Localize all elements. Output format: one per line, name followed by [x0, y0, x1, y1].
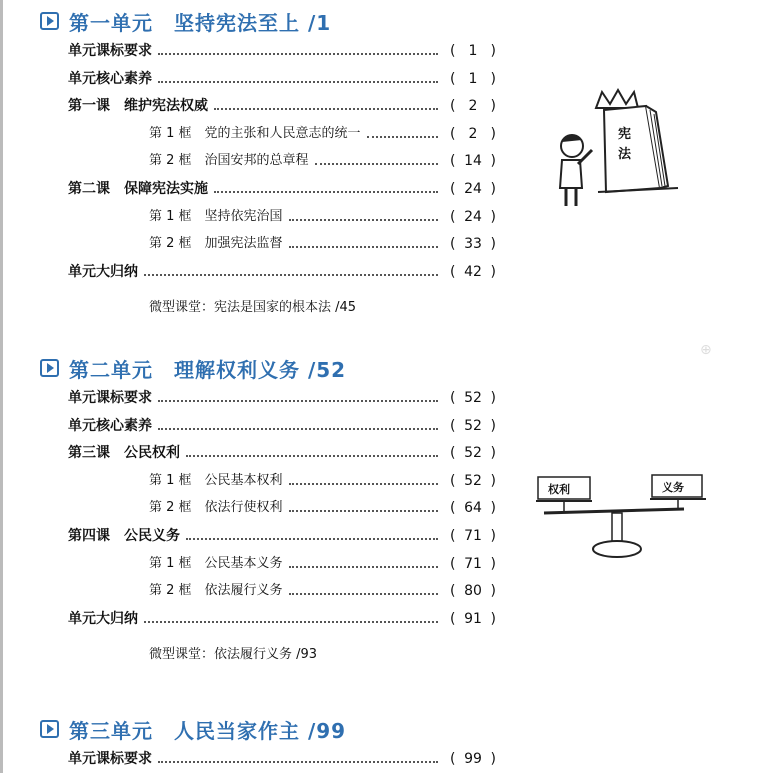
dot-leader: [186, 538, 438, 540]
toc-entry-label: 第三课 公民权利: [68, 445, 180, 462]
page-number: ( 71 ): [450, 555, 496, 572]
page-number-value: 91: [464, 610, 482, 627]
unit-header[interactable]: [40, 716, 346, 742]
page-number-value: 42: [464, 263, 482, 280]
dot-leader: [289, 246, 438, 248]
page-number: ( 1 ): [450, 43, 496, 59]
toc-entry-label: 第 1 框 公民基本义务: [149, 555, 283, 571]
scale-left-label: 权利: [548, 483, 570, 496]
dot-leader: [315, 163, 438, 165]
micro-class-note[interactable]: 微型课堂：宪法是国家的根本法 /45: [149, 300, 357, 316]
toc-entry-label: 第 2 框 依法行使权利: [149, 500, 283, 516]
crown-icon: [596, 90, 638, 108]
page-number-value: 52: [464, 417, 482, 434]
page-number: ( 80 ): [450, 583, 496, 600]
page-number: ( 52 ): [450, 472, 496, 489]
toc-entry[interactable]: [0, 262, 520, 282]
toc-entry-label: 第 1 框 党的主张和人民意志的统一: [149, 125, 361, 141]
page-number: ( 2 ): [450, 125, 496, 142]
page-number: ( 52 ): [450, 417, 496, 434]
toc-entry-label: 单元课标要求: [68, 43, 152, 59]
dot-leader: [158, 400, 438, 402]
toc-entry[interactable]: [0, 443, 520, 463]
unit-title: 第三单元 人民当家作主 /99: [69, 718, 347, 743]
page-number: ( 14 ): [450, 153, 496, 170]
toc-entry[interactable]: [0, 749, 520, 769]
toc-entry[interactable]: [0, 69, 520, 89]
page-number-value: 1: [468, 43, 478, 59]
micro-class-note[interactable]: 微型课堂：依法履行义务 /93: [149, 647, 318, 663]
dot-leader: [367, 136, 438, 138]
constitution-book-illustration: [548, 88, 688, 213]
dot-leader: [289, 483, 438, 485]
toc-entry-label: 第 2 框 加强宪法监督: [149, 236, 283, 252]
dot-leader: [186, 455, 438, 457]
page-number-value: 71: [464, 528, 482, 544]
toc-entry-label: 单元课标要求: [68, 751, 152, 767]
play-arrow-icon: [40, 720, 59, 738]
page-number: ( 64 ): [450, 500, 496, 517]
toc-entry[interactable]: [0, 124, 520, 144]
unit-header[interactable]: [40, 355, 346, 381]
toc-entry[interactable]: [0, 609, 520, 629]
page-number-value: 80: [464, 583, 482, 600]
balance-scale-illustration: [534, 465, 719, 565]
dot-leader: [289, 593, 438, 595]
page-number: ( 24 ): [450, 208, 496, 225]
toc-entry[interactable]: [0, 41, 520, 61]
page-number: ( 33 ): [450, 236, 496, 253]
toc-entry[interactable]: [0, 526, 520, 546]
toc-entry[interactable]: [0, 581, 520, 601]
play-arrow-icon: [40, 359, 59, 377]
toc-entry-label: 单元核心素养: [68, 417, 152, 434]
dot-leader: [144, 621, 438, 623]
toc-entry[interactable]: [0, 554, 520, 574]
unit-header[interactable]: [40, 8, 331, 34]
toc-entry-label: 第 2 框 依法履行义务: [149, 583, 283, 599]
toc-entry-label: 单元大归纳: [68, 263, 138, 280]
scale-right-label: 义务: [662, 481, 684, 494]
book-title-char-1: 宪: [618, 127, 632, 142]
toc-entry-label: 单元课标要求: [68, 390, 152, 406]
page-number: ( 99 ): [450, 751, 496, 767]
toc-entry-label: 第一课 维护宪法权威: [68, 98, 208, 115]
page-number-value: 33: [464, 236, 482, 253]
toc-entry-label: 单元大归纳: [68, 610, 138, 627]
page-number-value: 52: [464, 472, 482, 489]
toc-entry[interactable]: [0, 179, 520, 199]
dot-leader: [144, 274, 438, 276]
play-arrow-icon: [40, 12, 59, 30]
toc-entry-label: 第四课 公民义务: [68, 528, 180, 544]
dot-leader: [214, 191, 438, 193]
page-number-value: 52: [464, 445, 482, 462]
dot-leader: [158, 428, 438, 430]
dot-leader: [158, 761, 438, 763]
dot-leader: [158, 81, 438, 83]
page-number-value: 71: [464, 555, 482, 572]
unit-title: 第一单元 坚持宪法至上 /1: [69, 10, 332, 35]
dot-leader: [158, 53, 438, 55]
toc-entry[interactable]: [0, 416, 520, 436]
page-number-value: 2: [468, 125, 478, 142]
page-number-value: 1: [468, 70, 478, 87]
toc-entry[interactable]: [0, 151, 520, 171]
toc-entry-label: 第 2 框 治国安邦的总章程: [149, 153, 309, 169]
page-number: ( 24 ): [450, 181, 496, 197]
page-number-value: 14: [464, 153, 482, 170]
page-number-value: 64: [464, 500, 482, 517]
dot-leader: [289, 219, 438, 221]
toc-entry[interactable]: [0, 498, 520, 518]
page-number-value: 24: [464, 181, 482, 197]
unit-title: 第二单元 理解权利义务 /52: [69, 357, 347, 382]
toc-entry[interactable]: [0, 471, 520, 491]
page-number-value: 52: [464, 390, 482, 406]
toc-entry[interactable]: [0, 96, 520, 116]
page-number: ( 42 ): [450, 263, 496, 280]
toc-entry-label: 第 1 框 坚持依宪治国: [149, 208, 283, 224]
book-title-char-2: 法: [618, 147, 632, 162]
dot-leader: [214, 108, 438, 110]
page-number: ( 1 ): [450, 70, 496, 87]
toc-entry-label: 单元核心素养: [68, 70, 152, 87]
page-number-value: 2: [468, 98, 478, 115]
toc-entry[interactable]: [0, 207, 520, 227]
page-number: ( 71 ): [450, 528, 496, 544]
toc-entry-label: 第二课 保障宪法实施: [68, 181, 208, 197]
page-number-value: 24: [464, 208, 482, 225]
dot-leader: [289, 510, 438, 512]
page-number: ( 52 ): [450, 390, 496, 406]
page-number: ( 52 ): [450, 445, 496, 462]
toc-entry[interactable]: [0, 234, 520, 254]
toc-entry-label: 第 1 框 公民基本权利: [149, 472, 283, 488]
page-number-value: 99: [464, 751, 482, 767]
toc-entry[interactable]: [0, 388, 520, 408]
dot-leader: [289, 566, 438, 568]
page-number: ( 91 ): [450, 610, 496, 627]
page-number: ( 2 ): [450, 98, 496, 115]
